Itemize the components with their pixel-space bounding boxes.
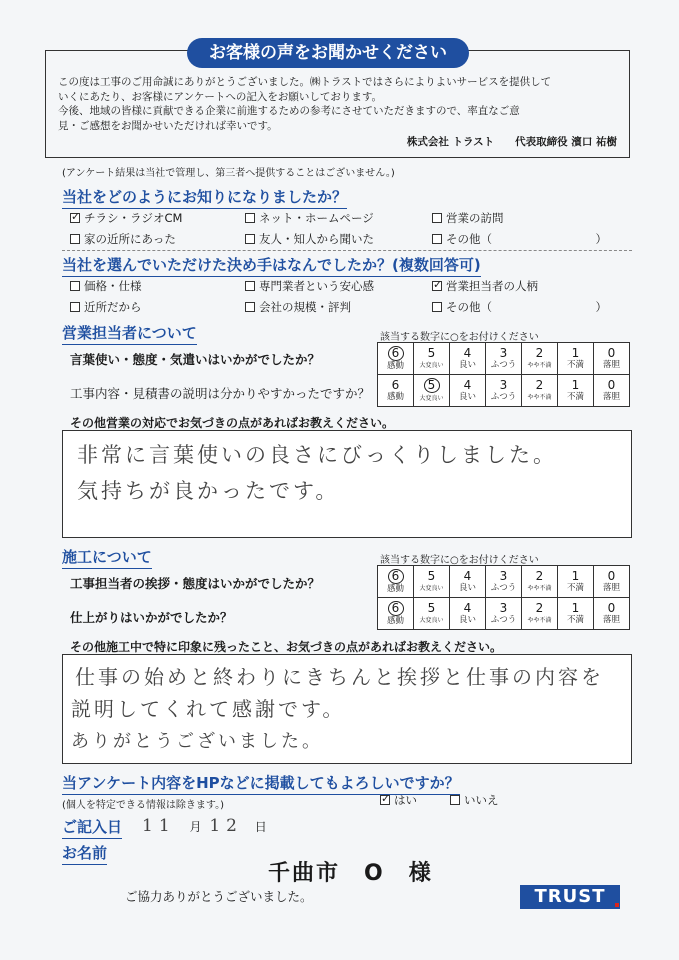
privacy-note: (アンケート結果は当社で管理し、第三者へ提供することはございません。) bbox=[62, 168, 395, 179]
rating-cell[interactable]: 0 落胆 bbox=[594, 566, 630, 598]
customer-name: 千曲市 O 様 bbox=[268, 861, 433, 886]
checkbox-checked[interactable] bbox=[432, 281, 442, 291]
construction-question: 工事担当者の挨拶・態度はいかがでしたか？ bbox=[70, 576, 321, 591]
q2-option[interactable]: 会社の規模・評判 bbox=[245, 299, 351, 315]
q2-option[interactable]: 近所だから bbox=[70, 299, 142, 315]
rating-cell[interactable]: 0 落胆 bbox=[594, 343, 630, 375]
handwritten-line: 非常に言葉使いの良さにびっくりしました。 bbox=[77, 443, 557, 467]
checkbox[interactable] bbox=[245, 281, 255, 291]
sales-title: 営業担当者について bbox=[62, 322, 197, 345]
q1-option[interactable]: 友人・知人から聞いた bbox=[245, 231, 374, 247]
entry-day: 12 bbox=[209, 816, 243, 836]
divider bbox=[62, 250, 632, 251]
month-unit: 月 bbox=[189, 820, 202, 834]
q1-option[interactable]: 家の近所にあった bbox=[70, 231, 176, 247]
construction-comment-title: その他施工中で特に印象に残ったこと、お気づきの点があればお教えください。 bbox=[70, 640, 503, 654]
construction-title: 施工について bbox=[62, 546, 152, 569]
handwritten-line: 気持ちが良かったです。 bbox=[77, 479, 340, 503]
handwritten-line: ありがとうございました。 bbox=[71, 731, 323, 752]
rating-cell[interactable]: 6 感動 bbox=[378, 375, 414, 407]
rating-cell-selected[interactable]: 5 大変良い bbox=[414, 375, 450, 407]
q2-option[interactable]: 価格・仕様 bbox=[70, 278, 142, 294]
rating-cell[interactable]: 4 良い bbox=[450, 598, 486, 630]
rating-cell[interactable]: 3 ふつう bbox=[486, 343, 522, 375]
sales-rating-table bbox=[377, 342, 630, 407]
signature: 株式会社 トラスト 代表取締役 濱口 祐樹 bbox=[406, 136, 617, 148]
checkbox[interactable] bbox=[245, 213, 255, 223]
checkbox[interactable] bbox=[245, 302, 255, 312]
q2-option[interactable]: その他（ ） bbox=[432, 299, 607, 315]
trust-logo: TRUST bbox=[520, 885, 620, 909]
name-label: お名前 bbox=[62, 842, 107, 865]
checkbox[interactable] bbox=[70, 281, 80, 291]
rating-cell[interactable]: 4 良い bbox=[450, 343, 486, 375]
rating-cell[interactable]: 0 落胆 bbox=[594, 375, 630, 407]
rating-cell[interactable]: 2 やや不満 bbox=[522, 598, 558, 630]
rating-cell[interactable]: 2 やや不満 bbox=[522, 343, 558, 375]
intro-line: 見・ご感想をお聞かせいただければ幸いです。 bbox=[58, 119, 278, 132]
q1-option[interactable]: ✓チラシ・ラジオCM bbox=[70, 210, 182, 226]
rating-cell[interactable]: 2 やや不満 bbox=[522, 566, 558, 598]
handwritten-line: 説明してくれて感謝です。 bbox=[71, 697, 346, 721]
q1-title: 当社をどのようにお知りになりましたか？ bbox=[62, 186, 347, 209]
handwritten-line: 仕事の始めと終わりにきちんと挨拶と仕事の内容を bbox=[75, 665, 604, 689]
rating-cell[interactable]: 4 良い bbox=[450, 566, 486, 598]
rating-cell[interactable]: 3 ふつう bbox=[486, 598, 522, 630]
checkbox[interactable] bbox=[70, 302, 80, 312]
rating-cell[interactable]: 3 ふつう bbox=[486, 375, 522, 407]
q2-option[interactable]: ✓ 営業担当者の人柄 bbox=[432, 278, 538, 294]
rating-cell[interactable]: 1 不満 bbox=[558, 566, 594, 598]
entry-month: 11 bbox=[142, 816, 176, 836]
rating-cell[interactable]: 0 落胆 bbox=[594, 598, 630, 630]
q1-option[interactable]: ネット・ホームページ bbox=[245, 210, 374, 226]
q1-option[interactable]: その他（ ） bbox=[432, 231, 607, 247]
q2-option[interactable]: 専門業者という安心感 bbox=[245, 278, 374, 294]
checkbox[interactable] bbox=[432, 302, 442, 312]
checkbox-checked[interactable] bbox=[380, 795, 390, 805]
rating-cell[interactable]: 2 やや不満 bbox=[522, 375, 558, 407]
sales-question: 言葉使い・態度・気遣いはいかがでしたか？ bbox=[70, 352, 321, 367]
scale-caption: 該当する数字に○をお付けください bbox=[380, 555, 539, 566]
sales-question: 工事内容・見積書の説明は分かりやすかったですか？ bbox=[70, 386, 371, 401]
rating-cell[interactable]: 1 不満 bbox=[558, 343, 594, 375]
scale-caption: 該当する数字に○をお付けください bbox=[380, 332, 539, 343]
intro-line: いくにあたり、お客様にアンケートへの記入をお願いしております。 bbox=[58, 90, 383, 103]
day-unit: 日 bbox=[254, 820, 267, 834]
checkbox[interactable] bbox=[432, 213, 442, 223]
entry-date bbox=[142, 816, 267, 836]
checkbox-checked[interactable] bbox=[70, 213, 80, 223]
rating-cell[interactable]: 1 不満 bbox=[558, 598, 594, 630]
construction-rating-table bbox=[377, 565, 630, 630]
rating-cell[interactable]: 5 大変良い bbox=[414, 566, 450, 598]
publish-title: 当アンケート内容をHPなどに掲載してもよろしいですか？ bbox=[62, 772, 460, 795]
rating-cell-selected[interactable]: 6 感動 bbox=[378, 343, 414, 375]
page-title: お客様の声をお聞かせください bbox=[187, 38, 469, 68]
publish-yes-option[interactable]: ✓ はい bbox=[380, 792, 417, 808]
intro-line: 今後、地域の皆様に貢献できる企業に前進するための参考にさせていただきますので、率直なご意 bbox=[58, 105, 520, 117]
construction-question: 仕上がりはいかがでしたか？ bbox=[70, 610, 233, 625]
rating-cell[interactable]: 5 大変良い bbox=[414, 343, 450, 375]
rating-cell-selected[interactable]: 6 感動 bbox=[378, 598, 414, 630]
rating-cell[interactable]: 5 大変良い bbox=[414, 598, 450, 630]
construction-comment-box[interactable] bbox=[62, 654, 632, 764]
q1-option[interactable]: 営業の訪問 bbox=[432, 210, 504, 226]
sales-comment-title: その他営業の対応でお気づきの点があればお教えください。 bbox=[70, 416, 395, 430]
checkbox[interactable] bbox=[245, 234, 255, 244]
entry-date-label: ご記入日 bbox=[62, 816, 122, 839]
rating-cell-selected[interactable]: 6 感動 bbox=[378, 566, 414, 598]
rating-cell[interactable]: 3 ふつう bbox=[486, 566, 522, 598]
rating-cell[interactable]: 1 不満 bbox=[558, 375, 594, 407]
q2-title: 当社を選んでいただけた決め手はなんでしたか？(複数回答可) bbox=[62, 254, 481, 277]
intro-line: この度は工事のご用命誠にありがとうございました。㈱トラストではさらによりよいサービスを提供して bbox=[58, 76, 552, 88]
sales-comment-box[interactable] bbox=[62, 430, 632, 538]
checkbox[interactable] bbox=[432, 234, 442, 244]
checkbox[interactable] bbox=[70, 234, 80, 244]
publish-no-option[interactable]: いいえ bbox=[450, 792, 499, 808]
thanks-message: ご協力ありがとうございました。 bbox=[125, 889, 313, 904]
logo-dot bbox=[615, 903, 619, 907]
rating-cell[interactable]: 4 良い bbox=[450, 375, 486, 407]
checkbox[interactable] bbox=[450, 795, 460, 805]
publish-note: (個人を特定できる情報は除きます。) bbox=[62, 800, 225, 811]
